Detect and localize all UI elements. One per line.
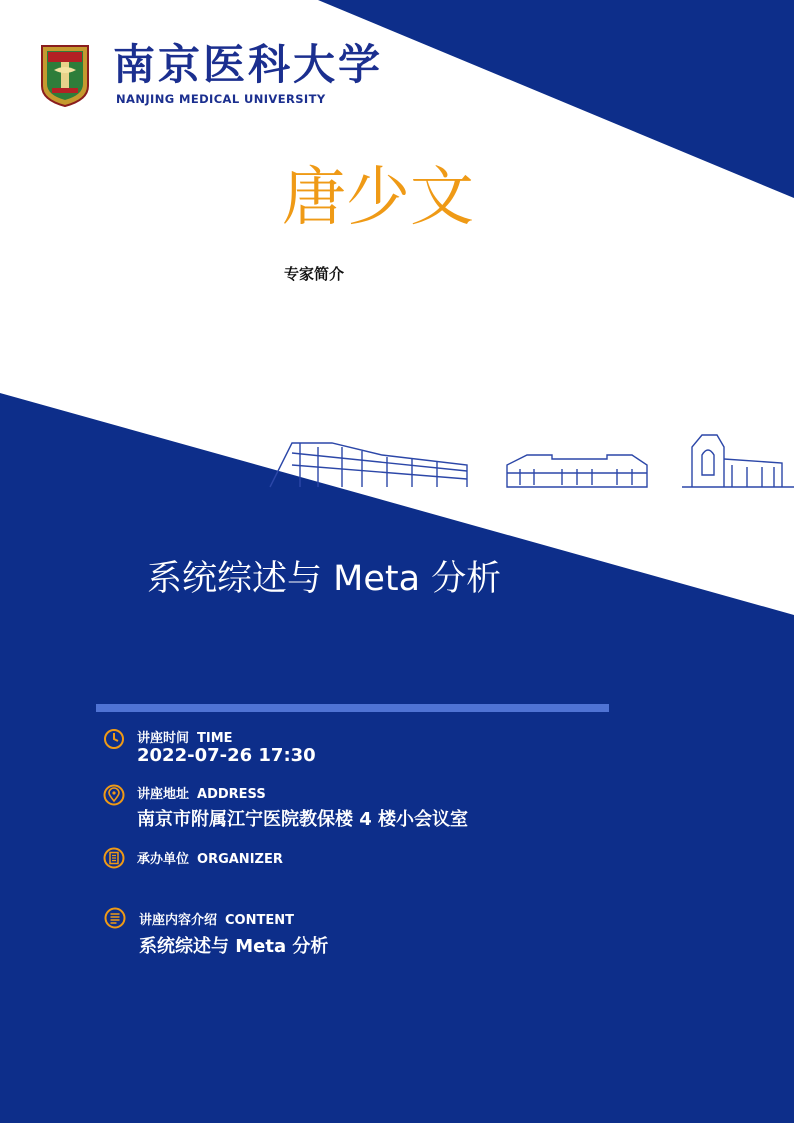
location-pin-icon <box>103 784 125 806</box>
time-label-cn: 讲座时间 <box>137 731 190 746</box>
address-value: 南京市附属江宁医院教保楼 4 楼小会议室 <box>137 809 469 830</box>
university-emblem-icon <box>40 44 90 108</box>
time-label <box>137 727 233 746</box>
address-label <box>137 783 266 802</box>
university-name-en: NANJING MEDICAL UNIVERSITY <box>116 92 326 106</box>
building-icon <box>103 847 125 869</box>
address-label-en: ADDRESS <box>197 787 266 802</box>
address-label-cn: 讲座地址 <box>137 787 190 802</box>
clock-icon <box>103 728 125 750</box>
content-label <box>139 909 294 928</box>
time-label-en: TIME <box>197 731 233 746</box>
bottom-blue-panel <box>0 393 794 1123</box>
expert-intro-heading: 专家简介 <box>284 265 345 283</box>
document-list-icon <box>104 907 126 929</box>
organizer-label <box>137 848 283 867</box>
organizer-label-cn: 承办单位 <box>137 852 190 867</box>
section-divider <box>96 704 609 712</box>
content-value: 系统综述与 Meta 分析 <box>139 936 329 957</box>
speaker-name: 唐少文 <box>282 161 474 235</box>
campus-buildings-illustration <box>262 425 794 495</box>
lecture-topic-title: 系统综述与 Meta 分析 <box>147 559 502 599</box>
time-value: 2022-07-26 17:30 <box>137 745 316 766</box>
university-name-cn: 南京医科大学 <box>113 40 384 89</box>
content-label-cn: 讲座内容介绍 <box>139 913 218 928</box>
organizer-label-en: ORGANIZER <box>197 852 283 867</box>
content-label-en: CONTENT <box>225 913 294 928</box>
